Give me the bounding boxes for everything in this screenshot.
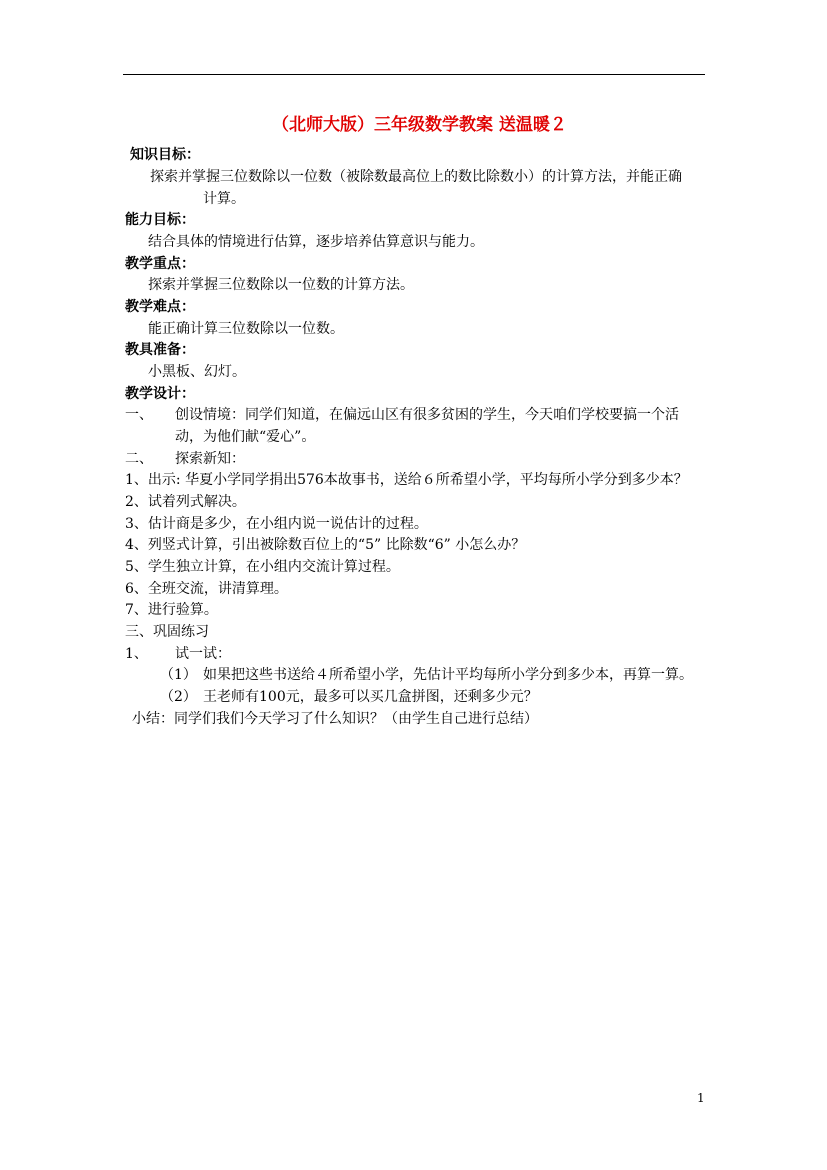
tools-heading: 教具准备： <box>125 342 195 358</box>
part2-number: 二、 <box>125 451 153 467</box>
exercise-title: 试一试： <box>175 646 231 662</box>
sub-item-1-number: （1） <box>160 667 197 683</box>
difficulty-heading: 教学难点： <box>125 299 195 315</box>
key-point-heading: 教学重点： <box>125 256 195 272</box>
step-4: 4、列竖式计算，引出被除数百位上的“5” 比除数“6” 小怎么办？ <box>125 537 526 553</box>
part1-line-1: 创设情境：同学们知道，在偏远山区有很多贫困的学生，今天咱们学校要搞一个活 <box>175 407 679 423</box>
design-heading: 教学设计： <box>125 386 195 402</box>
ability-heading: 能力目标： <box>125 212 195 228</box>
step-1: 1、出示: 华夏小学同学捐出576本故事书，送给６所希望小学，平均每所小学分到多少本？ <box>125 472 688 488</box>
key-point-line-1: 探索并掌握三位数除以一位数的计算方法。 <box>148 277 414 293</box>
document-title: （北师大版）三年级数学教案 送温暖２ <box>272 115 567 135</box>
part1-line-2: 动，为他们献“爱心”。 <box>175 429 316 445</box>
sub-item-1-text: 如果把这些书送给４所希望小学，先估计平均每所小学分到多少本，再算一算。 <box>203 667 693 683</box>
step-3: 3、估计商是多少，在小组内说一说估计的过程。 <box>125 516 428 532</box>
tools-line-1: 小黑板、幻灯。 <box>148 364 246 380</box>
part2-title: 探索新知： <box>175 451 245 467</box>
difficulty-line-1: 能正确计算三位数除以一位数。 <box>148 321 344 337</box>
sub-item-2-number: （2） <box>160 689 197 705</box>
summary-line: 小结：同学们我们今天学习了什么知识？（由学生自己进行总结） <box>132 711 538 727</box>
exercise-number: 1、 <box>125 646 148 662</box>
step-7: 7、进行验算。 <box>125 602 218 618</box>
knowledge-line-1: 探索并掌握三位数除以一位数（被除数最高位上的数比除数小）的计算方法，并能正确 <box>150 169 682 185</box>
header-rule <box>123 74 705 75</box>
page-number: 1 <box>697 1091 705 1105</box>
step-2: 2、试着列式解决。 <box>125 494 246 510</box>
sub-item-2-text: 王老师有100元，最多可以买几盒拼图，还剩多少元？ <box>203 689 538 705</box>
ability-line-1: 结合具体的情境进行估算，逐步培养估算意识与能力。 <box>148 234 484 250</box>
step-6: 6、全班交流，讲清算理。 <box>125 581 288 597</box>
part1-number: 一、 <box>125 407 153 423</box>
step-5: 5、学生独立计算，在小组内交流计算过程。 <box>125 559 400 575</box>
part3-title: 三、巩固练习 <box>125 624 209 640</box>
knowledge-heading: 知识目标： <box>130 147 200 163</box>
knowledge-line-2: 计算。 <box>203 191 245 207</box>
